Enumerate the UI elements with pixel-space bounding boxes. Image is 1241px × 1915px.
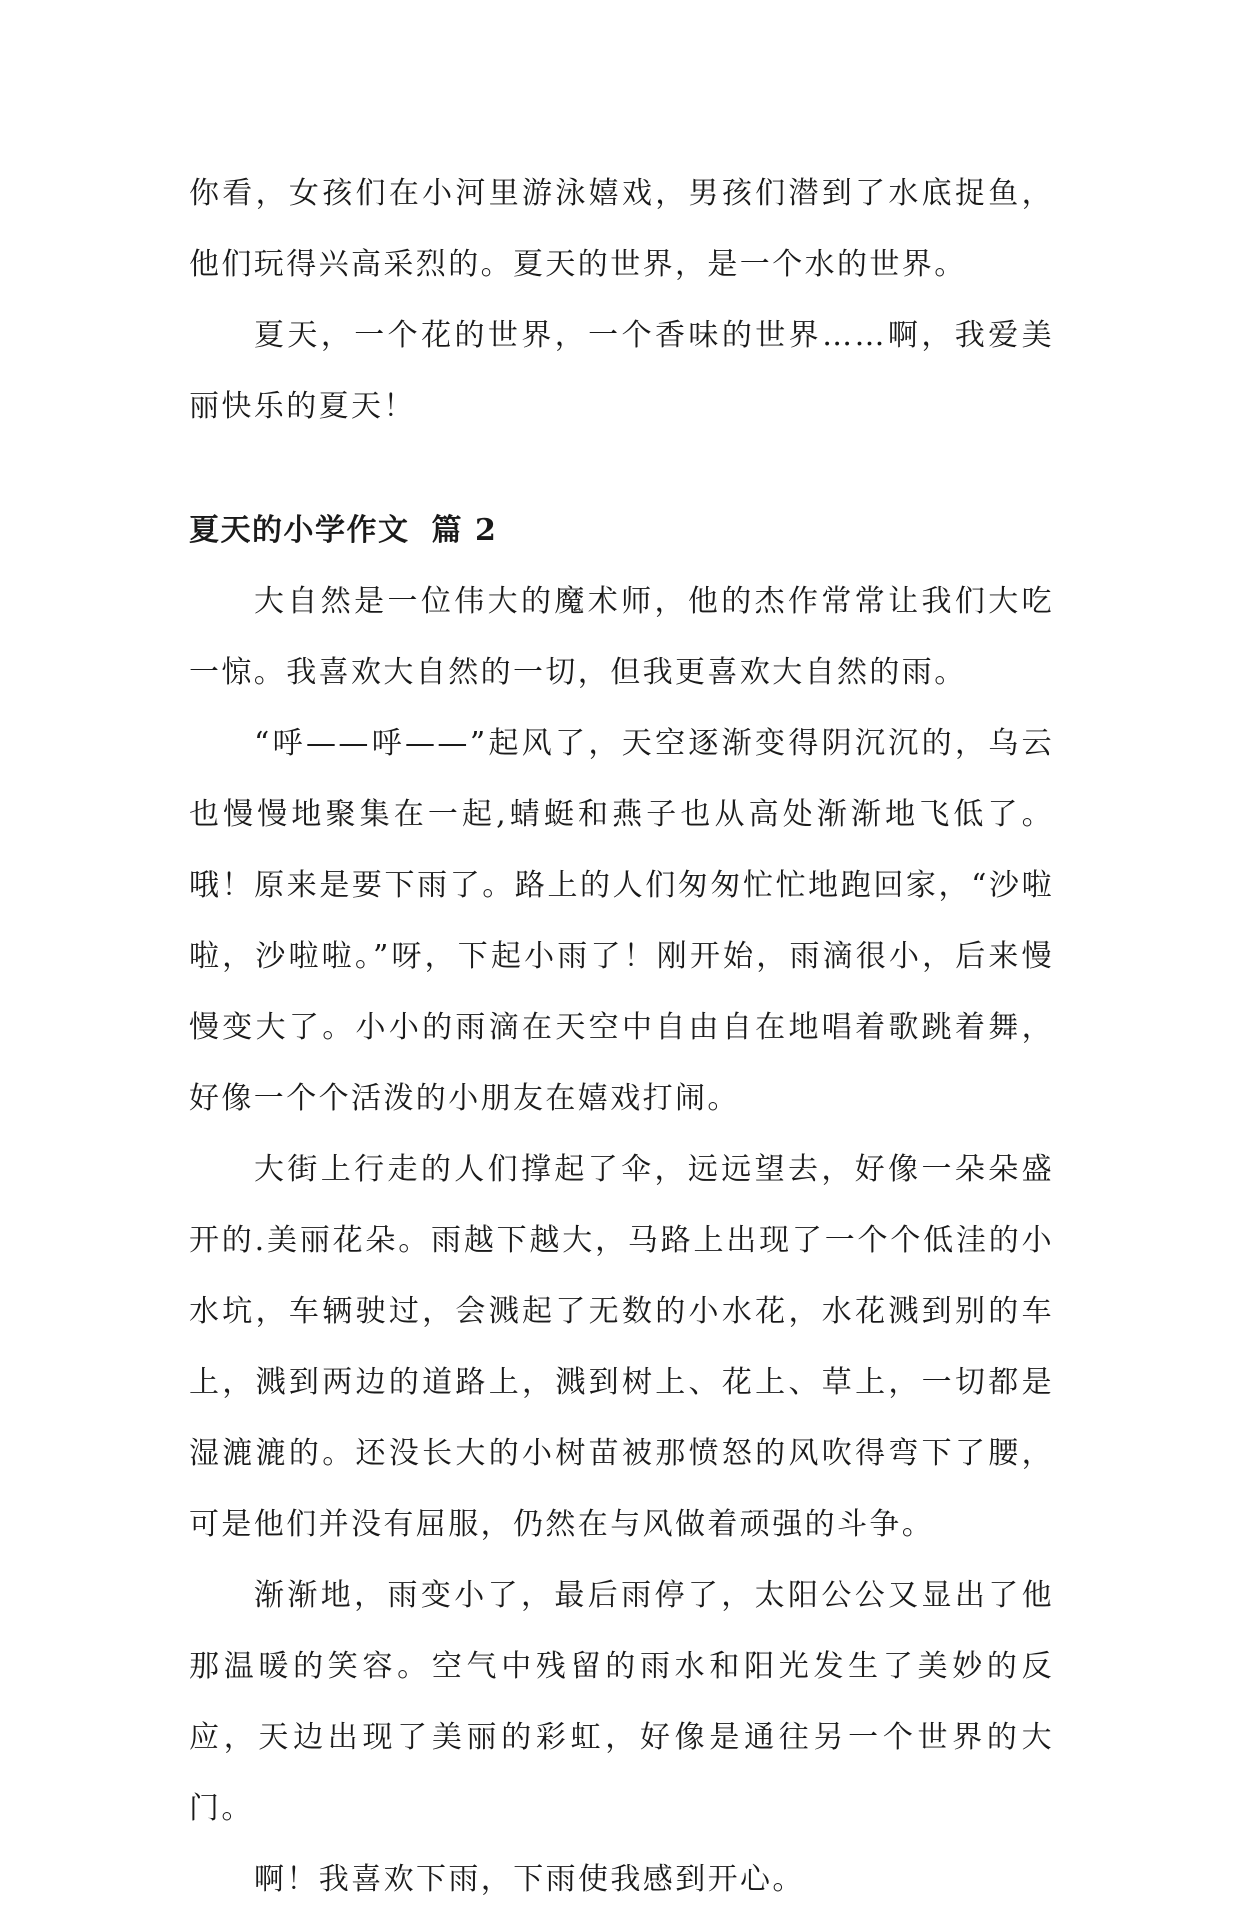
paragraph-intro: 大自然是一位伟大的魔术师，他的杰作常常让我们大吃一惊。我喜欢大自然的一切，但我更喜欢大自然的雨。 xyxy=(189,584,1054,690)
essay-heading xyxy=(189,495,1054,566)
paragraph-rainbow: 渐渐地，雨变小了，最后雨停了，太阳公公又显出了他那温暖的笑容。空气中残留的雨水和阳光发生了美妙的反应，天边出现了美丽的彩虹，好像是通往另一个世界的大门。 xyxy=(189,1578,1054,1826)
paragraph-ending: 啊！我喜欢下雨，下雨使我感到开心。 xyxy=(254,1862,805,1897)
essay-title: 夏天的小学作文 xyxy=(189,513,410,548)
essay-number: 篇 2 xyxy=(431,513,498,548)
document-body xyxy=(189,158,1054,1915)
paragraph-summer-conclusion: 夏天，一个花的世界，一个香味的世界……啊，我爱美丽快乐的夏天！ xyxy=(189,318,1054,424)
paragraph-continuation: 你看，女孩们在小河里游泳嬉戏，男孩们潜到了水底捉鱼，他们玩得兴高采烈的。夏天的世界，是一个水的世界。 xyxy=(189,176,1054,282)
paragraph-heavy-rain: 大街上行走的人们撑起了伞，远远望去，好像一朵朵盛开的.美丽花朵。雨越下越大，马路上出现了一个个低洼的小水坑，车辆驶过，会溅起了无数的小水花，水花溅到别的车上，溅到两边的道路上，溅到树上、花上、草上，一切都是湿漉漉的。还没长大的小树苗被那愤怒的风吹得弯下了腰，可是他们并没有屈服，仍然在与风做着顽强的斗争。 xyxy=(189,1152,1054,1542)
paragraph-rain-begins: “呼——呼——”起风了，天空逐渐变得阴沉沉的，乌云也慢慢地聚集在一起,蜻蜓和燕子也从高处渐渐地飞低了。哦！原来是要下雨了。路上的人们匆匆忙忙地跑回家，“沙啦啦，沙啦啦。”呀，下起小雨了！刚开始，雨滴很小，后来慢慢变大了。小小的雨滴在天空中自由自在地唱着歌跳着舞，好像一个个活泼的小朋友在嬉戏打闹。 xyxy=(189,726,1054,1116)
